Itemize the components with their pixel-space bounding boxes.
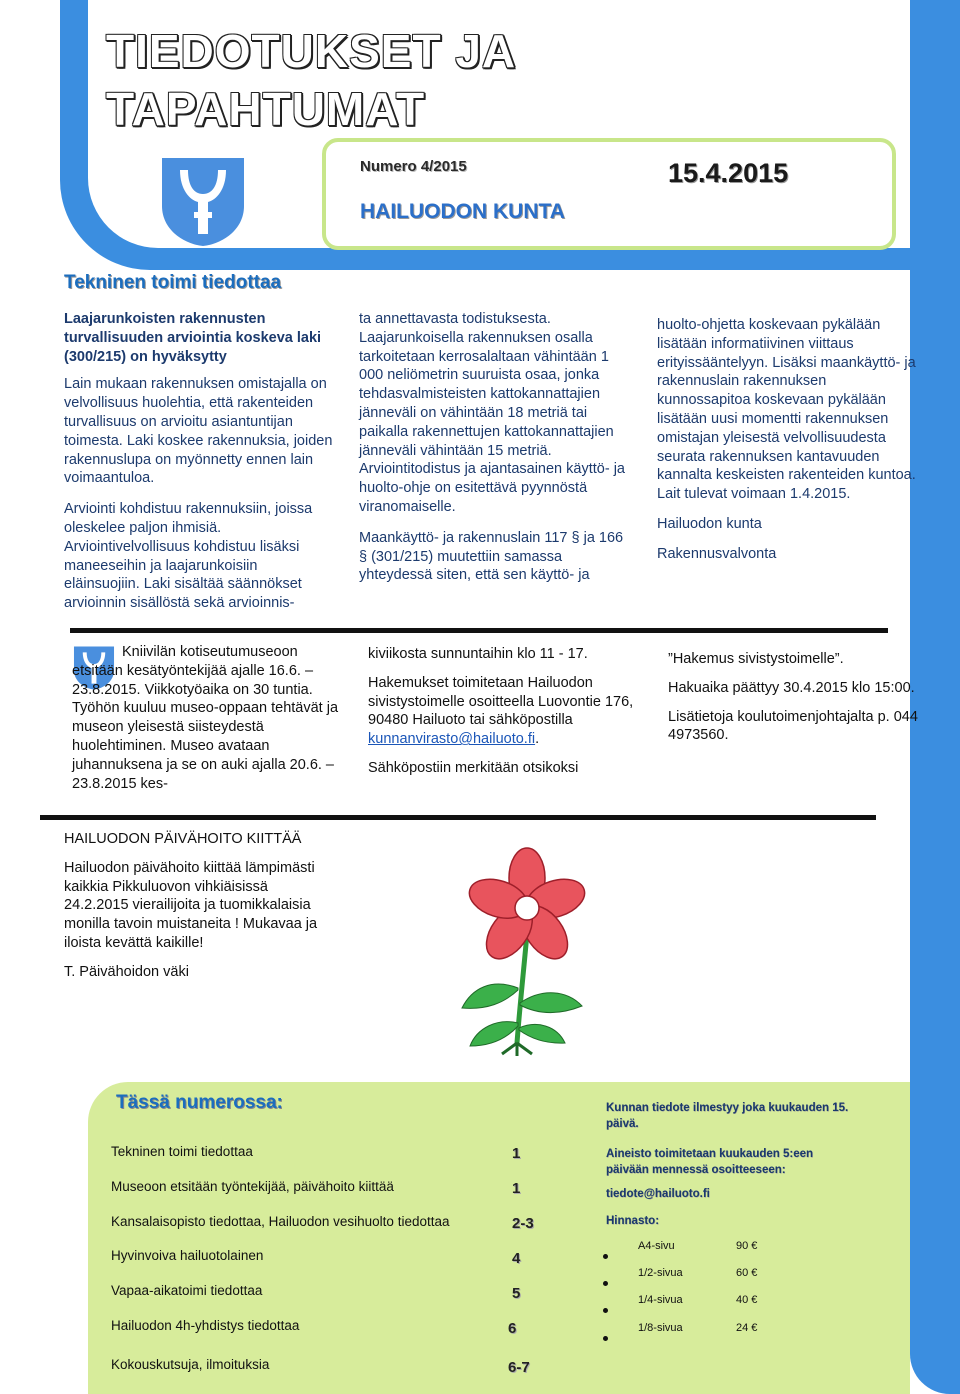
tech-article-col1 — [64, 310, 334, 613]
tech-article-heading: Laajarunkoisten rakennusten turvallisuuden arviointia koskeva laki (300/215) on hyväksytty — [64, 311, 322, 365]
issue-box — [322, 138, 896, 250]
toc-item: Vapaa-aikatoimi tiedottaa — [111, 1283, 263, 1298]
museum-paragraph: kiviikosta sunnuntaihin klo 11 - 17. — [368, 646, 588, 662]
tech-paragraph: Lain mukaan rakennuksen omistajalla on velvollisuus huolehtia, että rakenteiden turvallisuus on arvioitu asiantuntijan toimesta. Laki koskee rakennuksia, joiden rakennuslupa on myönnetty ennen lain voimaantuloa. — [64, 376, 333, 487]
tech-article-col3 — [657, 316, 919, 564]
museum-paragraph: Hakemukset toimitetaan Hailuodon sivistystoimelle osoitteella Luovontie 176, 90480 Hailuoto tai sähköpostilla — [368, 674, 634, 729]
museum-paragraph: Sähköpostiin merkitään otsikoksi — [368, 759, 579, 776]
toc-page: 2-3 — [512, 1215, 534, 1232]
daycare-body: Hailuodon päivähoito kiittää lämpimästi kaikkia Pikkuluovon vihkiäisissä 24.2.2015 vierailijoita ja tuomikkalaisia monilla tavoin muistaneita ! Mukavaa ja iloista kevättä kaikille! — [64, 859, 318, 951]
museum-col2: kiviikosta sunnuntaihin klo 11 - 17. Hakemukset toimitetaan Hailuodon sivistystoimelle osoitteella Luovontie 176, 90480 Hailuoto tai sähköpostilla kunnanvirasto@hailuoto.fi. Sähköpostiin merkitään otsikoksi — [368, 645, 640, 778]
issue-number: Numero 4/2015 — [360, 158, 467, 175]
toc-page: 1 — [512, 1145, 521, 1162]
price-value: 90 € — [736, 1240, 758, 1252]
toc-page: 6 — [508, 1320, 517, 1337]
price-value: 40 € — [736, 1294, 758, 1306]
price-value: 24 € — [736, 1322, 758, 1334]
price-size: 1/8-sivua — [638, 1322, 683, 1334]
tech-paragraph: ta annettavasta todistuksesta. Laajarunkoisella rakennuksen osalla tarkoitetaan kerrosalaltaan vähintään 1 000 neliömetrin suuruista osaa, jonka tehdasvalmisteisten kattokannattajien jänneväli on vähintään 18 metriä tai paikalla rakennettujen kattokannattajien jänneväli vähintään 15 metriä. Arviointitodistus ja ajantasainen käyttö- ja huolto-ohje on esitettävä pyynnöstä viranomaiselle. — [359, 311, 625, 515]
divider — [70, 628, 888, 633]
email-link[interactable]: kunnanvirasto@hailuoto.fi — [368, 731, 536, 748]
coat-of-arms-icon — [160, 156, 246, 253]
prices-title: Hinnasto: — [606, 1215, 660, 1227]
section-title: Tekninen toimi tiedottaa — [64, 272, 282, 293]
museum-paragraph: Hakuaika päättyy 30.4.2015 klo 15:00. — [668, 679, 915, 696]
tech-paragraph: Arviointi kohdistuu rakennuksiin, joissa oleskelee paljon ihmisiä. Arviointivelvollisuus kohdistuu lisäksi maneeseihin ja laajarunkoisiin eläinsuojiin. Laki sisältää säännökset arvioinnin sisällöstä sekä arvioinnis- — [64, 501, 313, 612]
submission-info: Aineisto toimitetaan kuukauden 5:een päivään mennessä osoitteeseen: — [606, 1148, 814, 1176]
issue-date: 15.4.2015 — [668, 158, 789, 188]
price-value: 60 € — [736, 1267, 758, 1279]
bullet — [603, 1273, 608, 1291]
tech-article-col2 — [359, 310, 631, 585]
bullet — [603, 1300, 608, 1318]
municipality-name: HAILUODON KUNTA — [360, 200, 565, 223]
flower-illustration — [432, 838, 622, 1063]
bullet — [603, 1328, 608, 1346]
toc-page: 1 — [512, 1180, 521, 1197]
daycare-heading: HAILUODON PÄIVÄHOITO KIITTÄÄ — [64, 831, 302, 847]
toc-page: 5 — [512, 1285, 521, 1302]
tech-paragraph: huolto-ohjetta koskevaan pykälään lisätään informatiivinen viittaus erityissääntelyyn. Lisäksi maankäyttö- ja rakennuslain rakennuksen kunnossapitoa koskevaan pykälään lisätään uusi momentti rakennuksen omistajan yleisestä velvollisuudesta seurata rakennuksen kantavuuden kannalta keskeisten rakenteiden kuntoa. Lait tulevat voimaan 1.4.2015. — [657, 317, 916, 503]
toc-item: Museoon etsitään työntekijää, päivähoito kiittää — [111, 1179, 394, 1194]
tech-paragraph: Maankäyttö- ja rakennuslain 117 § ja 166 § (301/215) muutettiin samassa yhteydessä siten, että sen käyttö- ja — [359, 529, 624, 584]
toc-item: Tekninen toimi tiedottaa — [111, 1144, 253, 1159]
toc-page: 6-7 — [508, 1359, 530, 1376]
toc-item: Kansalaisopisto tiedottaa, Hailuodon vesihuolto tiedottaa — [111, 1214, 450, 1229]
price-size: 1/2-sivua — [638, 1267, 683, 1279]
museum-col3 — [668, 650, 926, 745]
museum-col1: Kniivilän kotiseutumuseoon etsitään kesätyöntekijää ajalle 16.6. – 23.8.2015. Viikkotyöaika on 30 tuntia. Työhön kuuluu museo-oppaan tehtävät ja museon yleisestä siisteydestä huolehtiminen. Museo avataan juhannuksena ja se on auki ajalla 20.6. – 23.8.2015 kes- — [72, 644, 339, 792]
divider — [40, 815, 876, 820]
toc-item: Hailuodon 4h-yhdistys tiedottaa — [111, 1318, 300, 1333]
toc-item: Kokouskutsuja, ilmoituksia — [111, 1357, 270, 1372]
toc-item: Hyvinvoiva hailuotolainen — [111, 1248, 264, 1263]
toc-title: Tässä numerossa: — [116, 1092, 283, 1113]
info-email[interactable]: tiedote@hailuoto.fi — [606, 1188, 710, 1200]
signature: Rakennusvalvonta — [657, 545, 777, 562]
daycare-signature: T. Päivähoidon väki — [64, 963, 189, 980]
daycare-article — [64, 830, 334, 982]
signature: Hailuodon kunta — [657, 515, 762, 532]
museum-paragraph: ”Hakemus sivistystoimelle”. — [668, 651, 844, 667]
price-size: A4-sivu — [638, 1240, 675, 1252]
publication-info: Kunnan tiedote ilmestyy joka kuukauden 15. päivä. — [606, 1102, 849, 1130]
museum-paragraph: Lisätietoja koulutoimenjohtajalta p. 044 4973560. — [668, 708, 918, 744]
page-title: TIEDOTUKSET JA TAPAHTUMAT — [106, 25, 517, 135]
bullet — [603, 1246, 608, 1264]
price-size: 1/4-sivua — [638, 1294, 683, 1306]
toc-page: 4 — [512, 1250, 521, 1267]
